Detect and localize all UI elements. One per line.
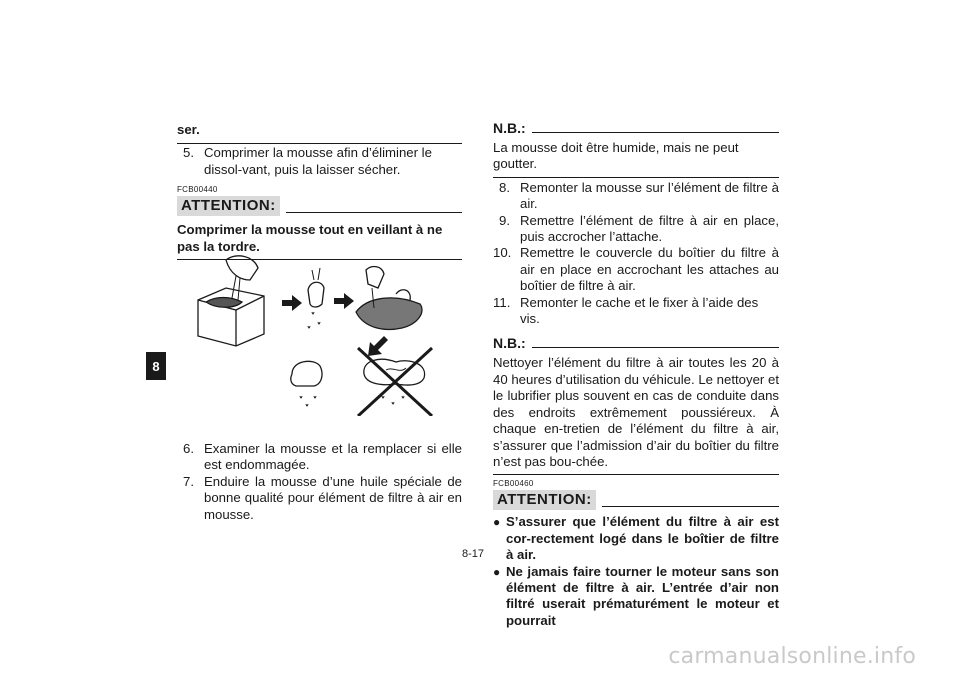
step-number: 8. (499, 179, 510, 195)
step-number: 9. (499, 212, 510, 228)
bullet-text: Ne jamais faire tourner le moteur sans son élément de filtre à air. L’entrée d’air non filtré userait prématurément le moteur et pourrait (506, 563, 779, 628)
bullet-icon: ● (493, 564, 501, 579)
chapter-tab: 8 (146, 352, 166, 380)
bullet-icon: ● (493, 515, 501, 530)
step-number: 11. (493, 294, 511, 310)
step-number: 5. (183, 145, 194, 161)
note-label: N.B.: (493, 120, 526, 136)
note-text: Nettoyer l’élément du filtre à air toutes les 20 à 40 heures d’utilisation du véhicule. Le nettoyer et le lubrifier plus souvent en cas de conduite dans des endroits extrêmement poussiéreux. À chaque en-tretien de l’élément du filtre à air, s’assurer que l’admission d’air du boîtier du filtre n’est pas bou-chée. (493, 355, 779, 469)
attention-label: ATTENTION: (493, 490, 596, 510)
wrong-twist-icon (358, 348, 432, 416)
step-text: Comprimer la mousse afin d’éliminer le dissol-vant, puis la laisser sécher. (204, 145, 432, 177)
attention-rule (286, 212, 462, 213)
step-11 (493, 295, 779, 328)
right-column (493, 120, 779, 629)
step-8 (493, 180, 779, 213)
squeeze-hands-icon (308, 268, 324, 328)
step-text: Examiner la mousse et la remplacer si elle est endommagée. (204, 441, 462, 473)
step-number: 7. (183, 473, 194, 489)
step-9 (493, 213, 779, 246)
step-text: Remettre l’élément de filtre à air en place, puis accrocher l’attache. (520, 212, 779, 245)
step-text: Remonter la mousse sur l’élément de filtre à air. (520, 179, 779, 212)
arrow-right-icon (282, 295, 302, 311)
attention-heading (177, 196, 462, 216)
step-10 (493, 245, 779, 294)
note-end-rule (493, 177, 779, 178)
watermark: carmanualsonline.info (668, 644, 916, 669)
page-number: 8-17 (462, 548, 485, 560)
step-7 (177, 474, 462, 523)
step-text: Remettre le couvercle du boîtier du filtre à air en place en accrochant les attaches au boîtier de filtre à air. (520, 245, 779, 294)
arrow-right-icon (334, 293, 354, 309)
step-5 (177, 145, 462, 178)
reference-code: FCB00460 (493, 479, 534, 489)
note-heading (493, 120, 779, 137)
attention-heading (493, 490, 779, 510)
divider (177, 143, 462, 144)
note-text: La mousse doit être humide, mais ne peut goutter. (493, 140, 739, 172)
solvent-basin-icon (198, 256, 264, 346)
note-heading (493, 335, 779, 352)
continuation-text: ser. (177, 122, 200, 137)
note-end-rule (493, 474, 779, 475)
attention-label: ATTENTION: (177, 196, 280, 216)
attention-text: Comprimer la mousse tout en veillant à ne pas la tordre. (177, 222, 443, 254)
reference-code: FCB00440 (177, 185, 218, 195)
arrow-down-left-icon (368, 336, 388, 356)
note-label: N.B.: (493, 335, 526, 352)
step-number: 10. (493, 245, 512, 261)
oiling-foam-icon (356, 267, 422, 330)
filter-cleaning-illustration (196, 250, 466, 416)
attention-bullet (493, 564, 779, 630)
note-rule (532, 132, 779, 133)
bullet-text: S’assurer que l’élément du filtre à air est cor-rectement logé dans le boîtier de filtre à air. (506, 514, 779, 563)
step-number: 6. (183, 441, 194, 457)
note-rule (532, 347, 779, 348)
attention-rule (602, 506, 779, 507)
attention-bullet (493, 514, 779, 563)
correct-squeeze-icon (291, 361, 322, 406)
step-text: Remonter le cache et le fixer à l’aide des vis. (520, 294, 759, 327)
step-text: Enduire la mousse d’une huile spéciale de bonne qualité pour élément de filtre à air en mousse. (204, 473, 462, 522)
step-6 (177, 441, 462, 474)
